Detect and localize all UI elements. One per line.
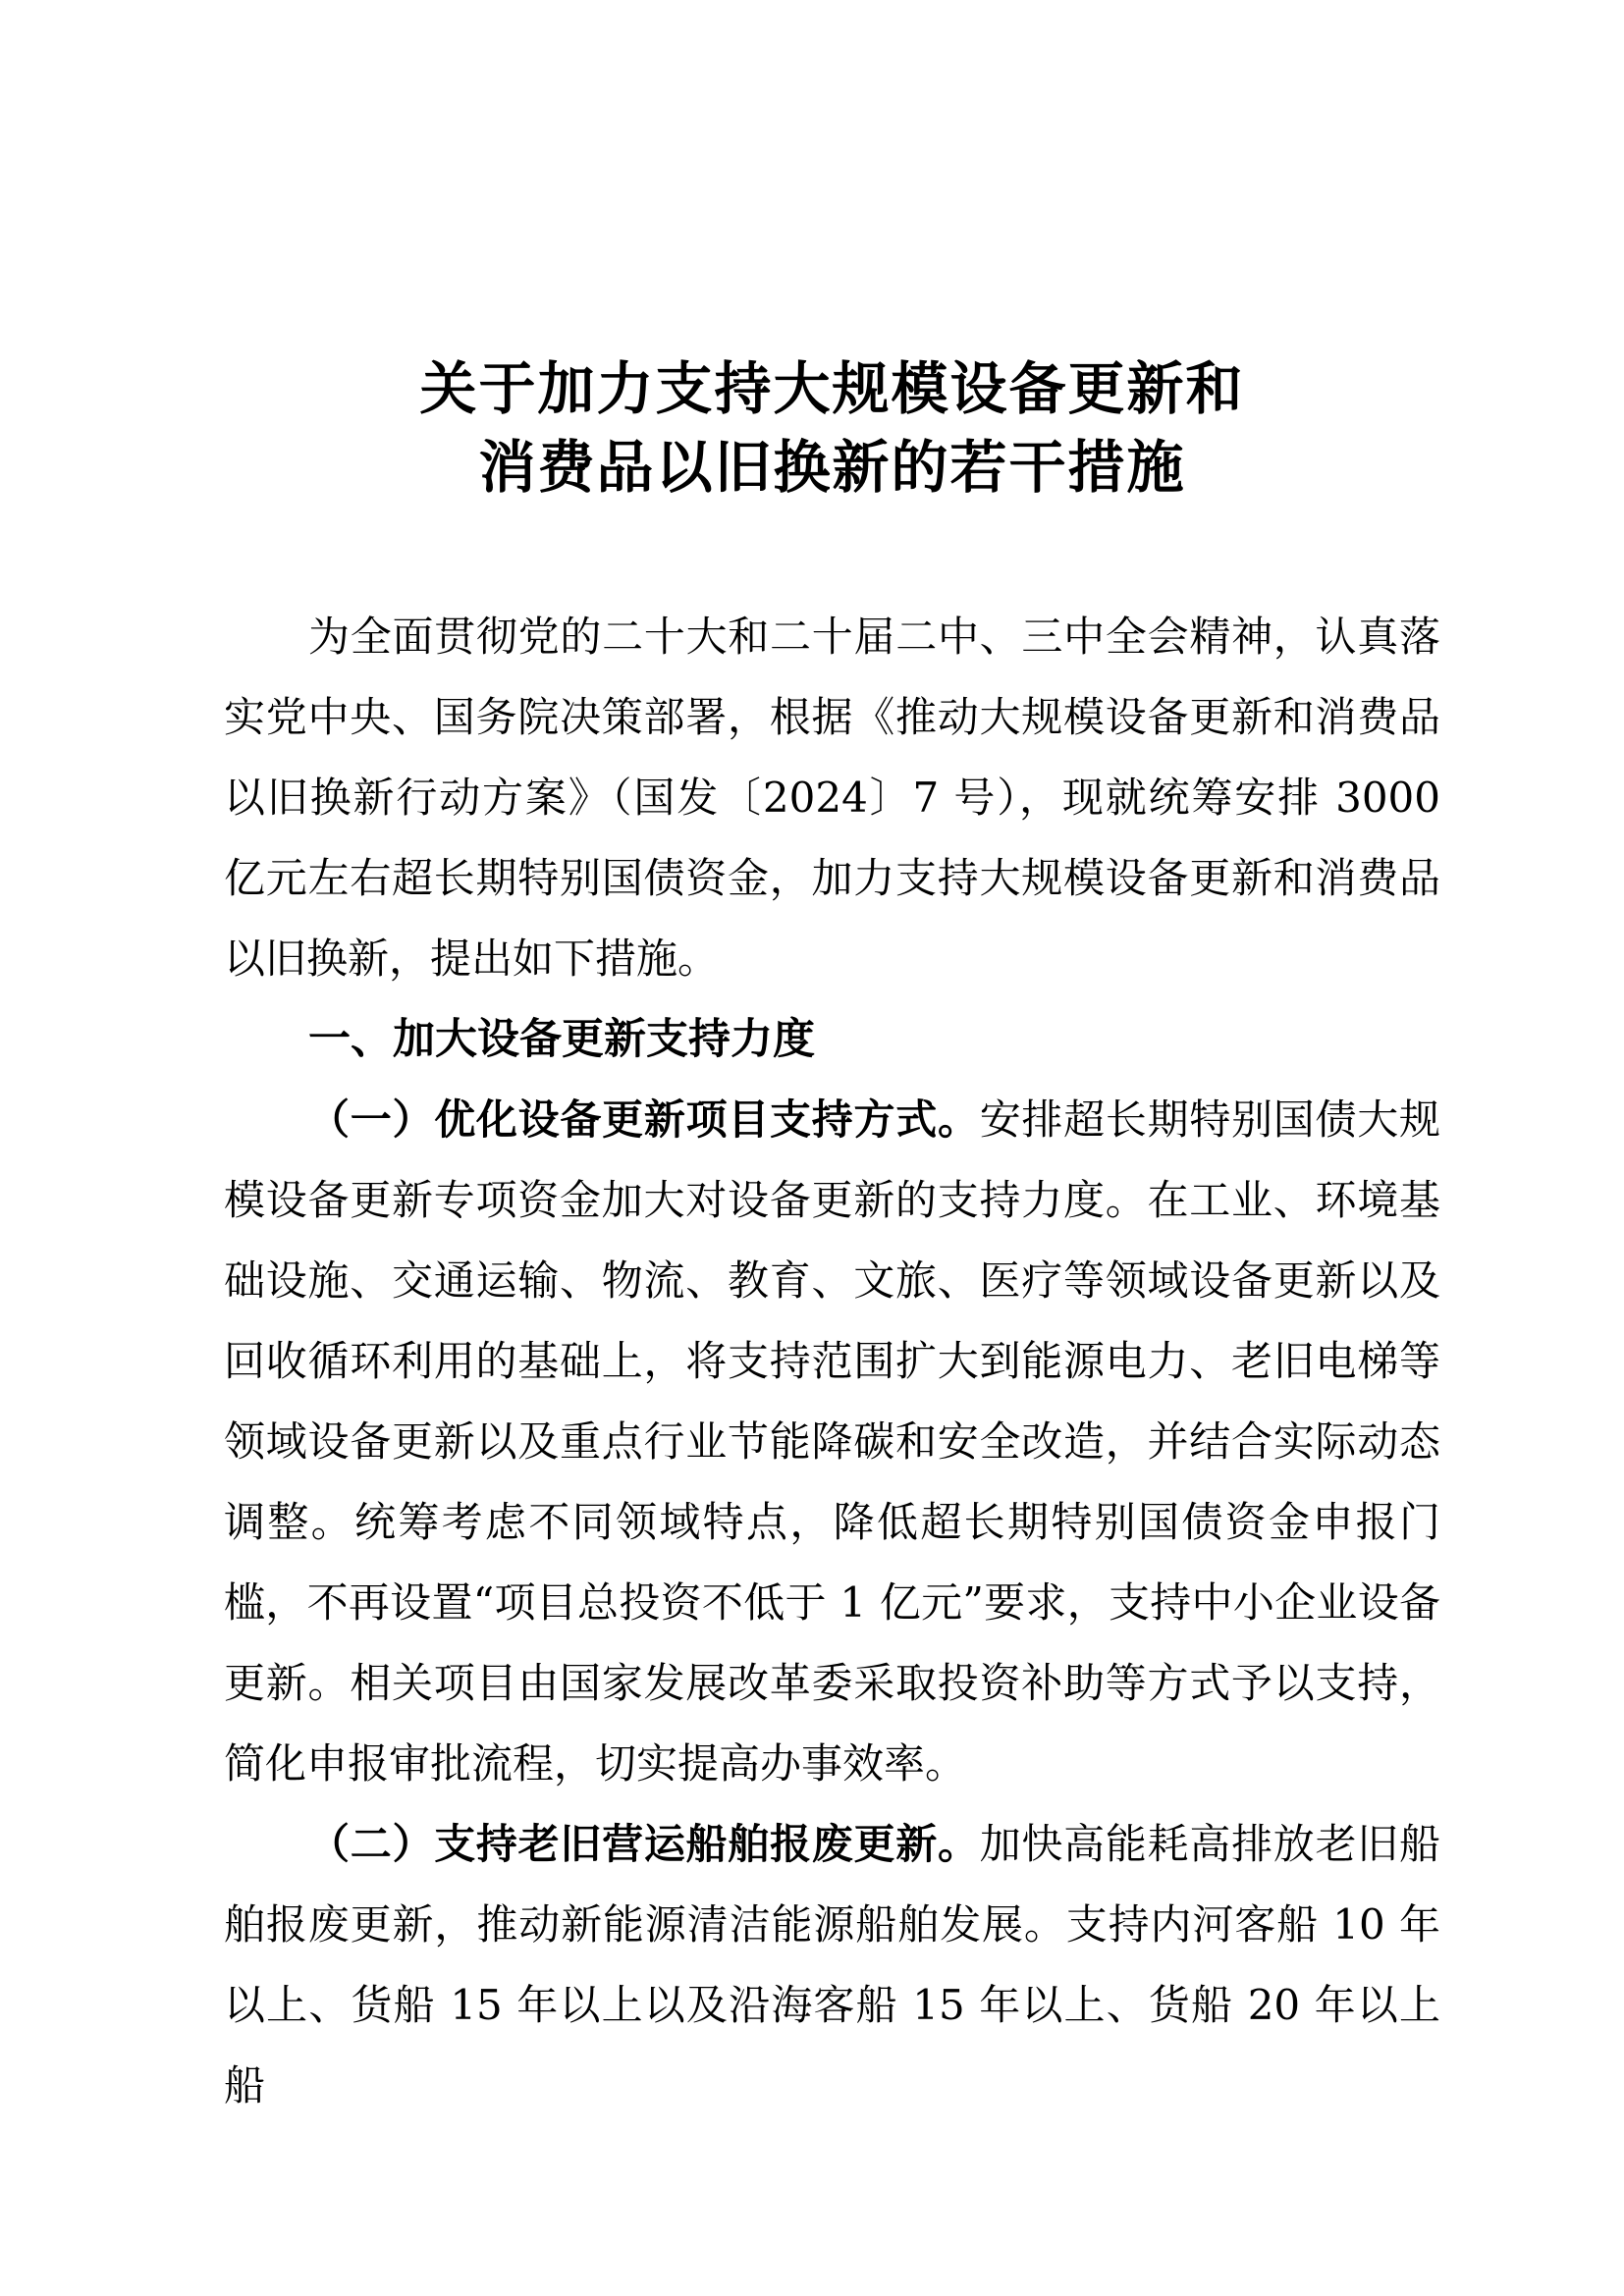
- section1-item2-body: 加快高能耗高排放老旧船舶报废更新，推动新能源清洁能源船舶发展。支持内河客船 10 年以上、货船 15 年以上以及沿海客船 15 年以上、货船 20 年以上船: [224, 1820, 1440, 2109]
- document-title: [224, 349, 1440, 507]
- section1-item1-lead: （一）优化设备更新项目支持方式。: [308, 1095, 980, 1144]
- section1-item1-paragraph: [224, 1080, 1440, 1804]
- document-title-line1: 关于加力支持大规模设备更新和: [419, 355, 1245, 422]
- section1-heading: 一、加大设备更新支持力度: [308, 1015, 815, 1064]
- document-title-line2: 消费品以旧换新的若干措施: [478, 434, 1186, 501]
- document-body: [224, 597, 1440, 2126]
- section1-item2-paragraph: [224, 1804, 1440, 2126]
- section1-item2-lead: （二）支持老旧营运船舶报废更新。: [308, 1820, 980, 1868]
- intro-paragraph: 为全面贯彻党的二十大和二十届二中、三中全会精神，认真落实党中央、国务院决策部署，根据《推动大规模设备更新和消费品以旧换新行动方案》（国发〔2024〕7 号），现就统筹安排 3000 亿元左右超长期特别国债资金，加力支持大规模设备更新和消费品以旧换新，提出如下措施。: [224, 613, 1440, 983]
- section1-item1-body: 安排超长期特别国债大规模设备更新专项资金加大对设备更新的支持力度。在工业、环境基础设施、交通运输、物流、教育、文旅、医疗等领域设备更新以及回收循环利用的基础上，将支持范围扩大到能源电力、老旧电梯等领域设备更新以及重点行业节能降碳和安全改造，并结合实际动态调整。统筹考虑不同领域特点，降低超长期特别国债资金申报门槛，不再设置“项目总投资不低于 1 亿元”要求，支持中小企业设备更新。相关项目由国家发展改革委采取投资补助等方式予以支持，简化申报审批流程，切实提高办事效率。: [224, 1095, 1440, 1788]
